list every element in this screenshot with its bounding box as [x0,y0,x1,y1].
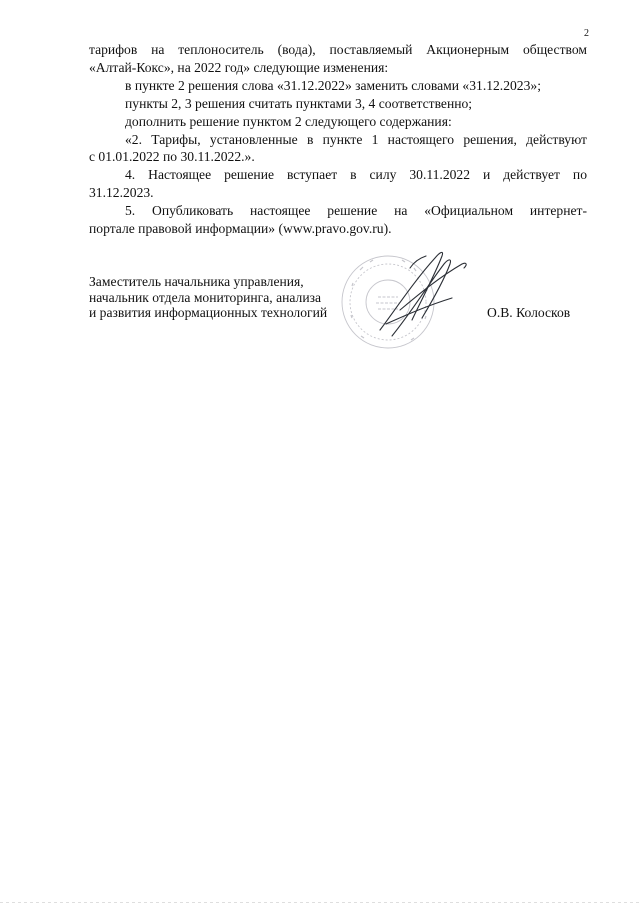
paragraph: дополнить решение пунктом 2 следующего содержания: [125,113,452,129]
paragraph-line: 4. Настоящее решение вступает в силу 30.11.2022 и действует по [125,167,587,183]
signatory-name: О.В. Колосков [487,305,571,320]
paragraph: в пункте 2 решения слова «31.12.2022» заменить словами «31.12.2023»; [125,77,541,93]
signatory-position-line: и развития информационных технологий [89,305,328,320]
paragraph-line: с 01.01.2022 по 30.11.2022.». [89,149,255,165]
page-number: 2 [584,28,589,39]
scan-edge-divider [0,902,639,903]
paragraph-line: «2. Тарифы, установленные в пункте 1 настоящего решения, действуют [125,131,587,147]
signatory-position-line: Заместитель начальника управления, [89,274,304,289]
signature-block [89,274,589,364]
paragraph-line: портале правовой информации» (www.pravo.gov.ru). [89,221,392,237]
signatory-position-line: начальник отдела мониторинга, анализа [89,289,322,305]
signatory-position [89,274,409,321]
paragraph-line: «Алтай-Кокс», на 2022 год» следующие изменения: [89,59,389,75]
document-body [89,41,587,238]
paragraph-line: 5. Опубликовать настоящее решение на «Официальном интернет- [125,203,587,219]
paragraph-line: 31.12.2023. [89,185,154,201]
paragraph-line: тарифов на теплоноситель (вода), поставляемый Акционерным обществом [89,42,587,57]
paragraph: пункты 2, 3 решения считать пунктами 3, 4 соответственно; [125,95,473,111]
